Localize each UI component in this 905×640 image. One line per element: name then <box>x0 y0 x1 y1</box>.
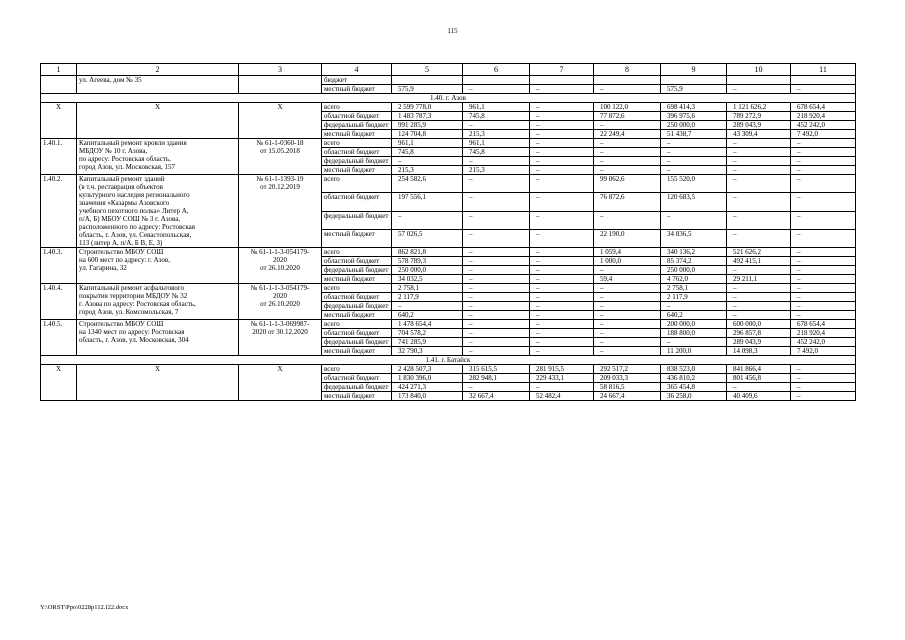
col-header: 7 <box>530 64 594 76</box>
value-cell: – <box>791 266 856 275</box>
budget-type-cell: областной бюджет <box>322 293 392 302</box>
value-cell: – <box>791 365 856 374</box>
item-number-cell: 1.40.4. <box>41 284 77 320</box>
value-cell: 801 456,8 <box>727 374 791 383</box>
value-cell: – <box>530 175 594 193</box>
value-cell: – <box>463 121 530 130</box>
value-cell <box>463 76 530 85</box>
value-cell: 51 438,7 <box>661 130 727 139</box>
value-cell: – <box>727 311 791 320</box>
value-cell: 215,3 <box>392 166 463 175</box>
value-cell: – <box>463 284 530 293</box>
value-cell: – <box>661 157 727 166</box>
value-cell: 7 492,0 <box>791 347 856 356</box>
object-name-cell: Строительство МБОУ СОШ на 1340 мест по адресу: Ростовская область, г. Азов, ул. Московская, 304 <box>77 320 239 356</box>
value-cell: 197 556,1 <box>392 193 463 211</box>
budget-type-cell: федеральный бюджет <box>322 157 392 166</box>
value-cell: 34 032,5 <box>392 275 463 284</box>
budget-type-cell: местный бюджет <box>322 130 392 139</box>
value-cell: 4 762,0 <box>661 275 727 284</box>
object-name-cell: Строительство МБОУ СОШ на 600 мест по адресу: г. Азов, ул. Гагарина, 32 <box>77 248 239 284</box>
value-cell: – <box>530 103 594 112</box>
value-cell: – <box>392 302 463 311</box>
value-cell <box>791 76 856 85</box>
budget-type-cell: областной бюджет <box>322 329 392 338</box>
empty-cell <box>239 76 322 94</box>
table-row <box>41 76 856 85</box>
table-row <box>41 175 856 193</box>
budget-type-cell: местный бюджет <box>322 392 392 401</box>
value-cell: 215,3 <box>463 166 530 175</box>
object-name-cell: ул. Агеева, дом № 35 <box>77 76 239 94</box>
value-cell: 315 615,5 <box>463 365 530 374</box>
table-row <box>41 365 856 374</box>
value-cell: – <box>463 248 530 257</box>
value-cell: 1 000,0 <box>594 257 661 266</box>
value-cell: 452 242,0 <box>791 121 856 130</box>
value-cell: – <box>661 148 727 157</box>
table-row <box>41 284 856 293</box>
value-cell: – <box>463 383 530 392</box>
table-row <box>41 248 856 257</box>
value-cell: 1 059,4 <box>594 248 661 257</box>
value-cell: – <box>594 157 661 166</box>
empty-cell <box>41 76 77 94</box>
object-name-cell: Капитальный ремонт кровли здания МБДОУ № 10 г. Азова, по адресу: Ростовская область, город Азов, ул. Московская, 157 <box>77 139 239 175</box>
value-cell: 29 211,1 <box>727 275 791 284</box>
value-cell: 521 626,2 <box>727 248 791 257</box>
value-cell: 22 190,0 <box>594 229 661 247</box>
value-cell: – <box>530 347 594 356</box>
value-cell: 250 000,0 <box>661 266 727 275</box>
value-cell: – <box>530 311 594 320</box>
value-cell: 254 582,6 <box>392 175 463 193</box>
document-cell: X <box>239 365 322 401</box>
value-cell: – <box>392 211 463 229</box>
value-cell: – <box>530 112 594 121</box>
value-cell: – <box>661 338 727 347</box>
value-cell: – <box>530 121 594 130</box>
value-cell: 292 517,2 <box>594 365 661 374</box>
value-cell <box>727 76 791 85</box>
value-cell: 32 790,3 <box>392 347 463 356</box>
value-cell: 575,9 <box>661 85 727 94</box>
value-cell: – <box>530 166 594 175</box>
value-cell: – <box>791 257 856 266</box>
value-cell: – <box>727 302 791 311</box>
value-cell: – <box>530 275 594 284</box>
value-cell: – <box>791 175 856 193</box>
budget-type-cell: областной бюджет <box>322 112 392 121</box>
value-cell: – <box>791 229 856 247</box>
value-cell: – <box>594 329 661 338</box>
value-cell: 492 415,1 <box>727 257 791 266</box>
value-cell: – <box>661 139 727 148</box>
section-title: 1.40. г. Азов <box>41 94 856 103</box>
table-row <box>41 103 856 112</box>
value-cell: 11 200,0 <box>661 347 727 356</box>
value-cell: – <box>727 284 791 293</box>
value-cell: – <box>463 293 530 302</box>
value-cell: 32 667,4 <box>463 392 530 401</box>
value-cell: 155 520,0 <box>661 175 727 193</box>
value-cell: – <box>594 121 661 130</box>
value-cell: – <box>594 139 661 148</box>
budget-type-cell: всего <box>322 175 392 193</box>
item-number-cell: 1.40.2. <box>41 175 77 248</box>
value-cell: – <box>791 211 856 229</box>
value-cell: 678 654,4 <box>791 103 856 112</box>
value-cell: – <box>727 166 791 175</box>
value-cell: 173 840,0 <box>392 392 463 401</box>
value-cell: 1 483 787,3 <box>392 112 463 121</box>
value-cell: – <box>463 266 530 275</box>
value-cell: 289 043,9 <box>727 338 791 347</box>
col-header: 11 <box>791 64 856 76</box>
col-header: 4 <box>322 64 392 76</box>
value-cell: 40 409,6 <box>727 392 791 401</box>
value-cell: 59,4 <box>594 275 661 284</box>
value-cell: – <box>530 257 594 266</box>
document-cell: № 61-1-1-3-069987- 2020 от 30.12.2020 <box>239 320 322 356</box>
value-cell: 340 136,2 <box>661 248 727 257</box>
value-cell: 2 428 507,3 <box>392 365 463 374</box>
value-cell: – <box>530 302 594 311</box>
col-header: 2 <box>77 64 239 76</box>
value-cell: – <box>727 211 791 229</box>
col-header: 6 <box>463 64 530 76</box>
value-cell: – <box>594 293 661 302</box>
value-cell: 200 000,0 <box>661 320 727 329</box>
value-cell: – <box>463 193 530 211</box>
value-cell: 77 872,6 <box>594 112 661 121</box>
budget-type-cell: всего <box>322 248 392 257</box>
item-number-cell: 1.40.1. <box>41 139 77 175</box>
value-cell: – <box>463 275 530 284</box>
budget-type-cell: областной бюджет <box>322 193 392 211</box>
value-cell: – <box>463 311 530 320</box>
value-cell: – <box>463 320 530 329</box>
value-cell: – <box>594 211 661 229</box>
value-cell: 678 654,4 <box>791 320 856 329</box>
value-cell: 218 920,4 <box>791 329 856 338</box>
value-cell: 1 121 626,2 <box>727 103 791 112</box>
budget-type-cell: местный бюджет <box>322 347 392 356</box>
value-cell <box>594 76 661 85</box>
value-cell: 76 872,6 <box>594 193 661 211</box>
table-row <box>41 320 856 329</box>
value-cell: – <box>530 85 594 94</box>
value-cell: – <box>791 85 856 94</box>
value-cell: – <box>530 229 594 247</box>
budget-type-cell: федеральный бюджет <box>322 211 392 229</box>
value-cell: – <box>530 338 594 347</box>
value-cell: – <box>727 139 791 148</box>
value-cell: 99 062,6 <box>594 175 661 193</box>
value-cell: – <box>791 383 856 392</box>
item-number-cell: 1.40.3. <box>41 248 77 284</box>
value-cell: – <box>727 148 791 157</box>
value-cell: 296 857,8 <box>727 329 791 338</box>
budget-type-cell: местный бюджет <box>322 311 392 320</box>
value-cell: – <box>530 284 594 293</box>
value-cell: 452 242,0 <box>791 338 856 347</box>
budget-type-cell: федеральный бюджет <box>322 121 392 130</box>
value-cell: 640,2 <box>392 311 463 320</box>
section-row <box>41 356 856 365</box>
value-cell: – <box>594 311 661 320</box>
value-cell: – <box>594 166 661 175</box>
value-cell: 704 578,2 <box>392 329 463 338</box>
value-cell: – <box>727 293 791 302</box>
section-row <box>41 94 856 103</box>
value-cell: – <box>791 311 856 320</box>
budget-type-cell: местный бюджет <box>322 229 392 247</box>
value-cell: – <box>594 347 661 356</box>
value-cell: 365 454,8 <box>661 383 727 392</box>
value-cell: – <box>791 248 856 257</box>
value-cell: 229 433,1 <box>530 374 594 383</box>
document-cell: № 61-1-1393-19 от 20.12.2019 <box>239 175 322 248</box>
value-cell <box>530 76 594 85</box>
budget-table <box>40 63 856 401</box>
value-cell: – <box>463 338 530 347</box>
value-cell: 58 816,5 <box>594 383 661 392</box>
value-cell: – <box>463 329 530 338</box>
value-cell <box>392 76 463 85</box>
value-cell: 436 810,2 <box>661 374 727 383</box>
value-cell: – <box>661 211 727 229</box>
value-cell: – <box>530 139 594 148</box>
value-cell: – <box>791 148 856 157</box>
value-cell: – <box>791 374 856 383</box>
budget-type-cell: местный бюджет <box>322 275 392 284</box>
value-cell: – <box>727 157 791 166</box>
budget-type-cell: федеральный бюджет <box>322 302 392 311</box>
value-cell: 745,8 <box>463 148 530 157</box>
value-cell: – <box>530 157 594 166</box>
col-header: 3 <box>239 64 322 76</box>
budget-type-cell: областной бюджет <box>322 257 392 266</box>
value-cell: – <box>530 329 594 338</box>
value-cell: 600 000,0 <box>727 320 791 329</box>
value-cell: 1 478 654,4 <box>392 320 463 329</box>
value-cell: 575,9 <box>392 85 463 94</box>
page-number: 115 <box>447 27 458 35</box>
value-cell: 34 836,5 <box>661 229 727 247</box>
value-cell: – <box>392 157 463 166</box>
value-cell: 741 285,9 <box>392 338 463 347</box>
item-number-cell: 1.40.5. <box>41 320 77 356</box>
column-number-row <box>41 64 856 76</box>
value-cell: – <box>791 284 856 293</box>
value-cell: 120 683,5 <box>661 193 727 211</box>
value-cell: – <box>594 85 661 94</box>
value-cell: – <box>530 148 594 157</box>
object-name-cell: X <box>77 103 239 139</box>
col-header: 1 <box>41 64 77 76</box>
value-cell: – <box>463 157 530 166</box>
value-cell: – <box>727 266 791 275</box>
value-cell: 838 523,0 <box>661 365 727 374</box>
value-cell: – <box>791 139 856 148</box>
value-cell: 209 033,3 <box>594 374 661 383</box>
value-cell: – <box>463 229 530 247</box>
value-cell: 961,1 <box>463 103 530 112</box>
value-cell: – <box>791 275 856 284</box>
value-cell: – <box>791 193 856 211</box>
value-cell: 991 285,9 <box>392 121 463 130</box>
value-cell: – <box>661 166 727 175</box>
value-cell: – <box>661 302 727 311</box>
value-cell: 841 866,4 <box>727 365 791 374</box>
value-cell: 14 098,3 <box>727 347 791 356</box>
value-cell: – <box>594 320 661 329</box>
value-cell: – <box>594 338 661 347</box>
value-cell: – <box>530 248 594 257</box>
value-cell: – <box>530 193 594 211</box>
col-header: 5 <box>392 64 463 76</box>
budget-type-cell: областной бюджет <box>322 148 392 157</box>
value-cell: 2 117,9 <box>661 293 727 302</box>
value-cell: 188 800,0 <box>661 329 727 338</box>
value-cell: 282 948,1 <box>463 374 530 383</box>
value-cell: 218 920,4 <box>791 112 856 121</box>
object-name-cell: X <box>77 365 239 401</box>
budget-type-cell: всего <box>322 284 392 293</box>
value-cell: 789 272,9 <box>727 112 791 121</box>
value-cell: 396 975,6 <box>661 112 727 121</box>
value-cell: 2 117,9 <box>392 293 463 302</box>
value-cell: – <box>727 85 791 94</box>
object-name-cell: Капитальный ремонт зданий (в т.ч. реставрация объектов культурного наследия регионального значения «Казармы Азовского учебного пехотного полка» Литер А, п/А, Б) МБОУ СОШ № 3 г. Азова, расположенного по адресу: Ростовская область, г. Азов, ул. Севастопольская, 113 (литер А, п/А, Б В, Е, З) <box>77 175 239 248</box>
value-cell: 745,8 <box>392 148 463 157</box>
value-cell: 250 000,0 <box>661 121 727 130</box>
value-cell: 22 249,4 <box>594 130 661 139</box>
document-cell: № 61-1-1-3-054179- 2020 от 26.10.2020 <box>239 248 322 284</box>
value-cell: 862 821,8 <box>392 248 463 257</box>
value-cell: – <box>791 392 856 401</box>
budget-type-cell: федеральный бюджет <box>322 266 392 275</box>
value-cell: – <box>530 293 594 302</box>
value-cell: 57 026,5 <box>392 229 463 247</box>
item-number-cell: X <box>41 103 77 139</box>
budget-type-cell: всего <box>322 365 392 374</box>
value-cell: – <box>791 166 856 175</box>
budget-type-cell: федеральный бюджет <box>322 383 392 392</box>
budget-type-cell: бюджет <box>322 76 392 85</box>
col-header: 8 <box>594 64 661 76</box>
value-cell: – <box>530 130 594 139</box>
value-cell: – <box>791 302 856 311</box>
value-cell: 2 758,1 <box>661 284 727 293</box>
value-cell: – <box>530 211 594 229</box>
value-cell: 698 414,3 <box>661 103 727 112</box>
value-cell: 215,3 <box>463 130 530 139</box>
value-cell: 281 915,5 <box>530 365 594 374</box>
value-cell: – <box>727 229 791 247</box>
value-cell: – <box>463 211 530 229</box>
document-cell: № 61-1-1-3-054179- 2020 от 26.10.2020 <box>239 284 322 320</box>
value-cell: 124 704,8 <box>392 130 463 139</box>
budget-type-cell: всего <box>322 139 392 148</box>
value-cell: 250 000,0 <box>392 266 463 275</box>
value-cell: – <box>530 266 594 275</box>
value-cell: 24 667,4 <box>594 392 661 401</box>
value-cell: – <box>594 284 661 293</box>
value-cell: – <box>463 302 530 311</box>
value-cell: – <box>463 85 530 94</box>
value-cell: 640,2 <box>661 311 727 320</box>
value-cell: 100 122,0 <box>594 103 661 112</box>
value-cell: – <box>594 148 661 157</box>
value-cell: 85 374,2 <box>661 257 727 266</box>
table-row <box>41 139 856 148</box>
value-cell: 1 830 396,0 <box>392 374 463 383</box>
budget-type-cell: федеральный бюджет <box>322 338 392 347</box>
object-name-cell: Капитальный ремонт асфальтового покрытия территории МБДОУ № 32 г. Азова по адресу: Ростовская область, город Азов, ул. Комсомольская, 7 <box>77 284 239 320</box>
value-cell: – <box>594 302 661 311</box>
value-cell: 7 492,0 <box>791 130 856 139</box>
value-cell: – <box>727 383 791 392</box>
col-header: 10 <box>727 64 791 76</box>
value-cell: 2 599 778,0 <box>392 103 463 112</box>
col-header: 9 <box>661 64 727 76</box>
document-cell: № 61-1-0360-18 от 15.05.2018 <box>239 139 322 175</box>
budget-type-cell: местный бюджет <box>322 166 392 175</box>
value-cell: 36 258,0 <box>661 392 727 401</box>
value-cell: 961,1 <box>392 139 463 148</box>
value-cell: 578 789,3 <box>392 257 463 266</box>
value-cell <box>661 76 727 85</box>
footer-file-path: Y:\ORST\Ppo\0228p112.f22.docx <box>40 604 129 611</box>
budget-type-cell: всего <box>322 320 392 329</box>
section-title: 1.41. г. Батайск <box>41 356 856 365</box>
value-cell: – <box>791 157 856 166</box>
budget-type-cell: местный бюджет <box>322 85 392 94</box>
value-cell: – <box>530 320 594 329</box>
value-cell: 961,1 <box>463 139 530 148</box>
value-cell: – <box>463 257 530 266</box>
value-cell: 43 309,4 <box>727 130 791 139</box>
table-body <box>41 76 856 401</box>
value-cell: – <box>727 193 791 211</box>
value-cell: – <box>727 175 791 193</box>
budget-type-cell: всего <box>322 103 392 112</box>
value-cell: – <box>463 347 530 356</box>
value-cell: – <box>791 293 856 302</box>
value-cell: 745,8 <box>463 112 530 121</box>
value-cell: 2 758,1 <box>392 284 463 293</box>
item-number-cell: X <box>41 365 77 401</box>
value-cell: 289 043,9 <box>727 121 791 130</box>
value-cell: – <box>463 175 530 193</box>
budget-type-cell: областной бюджет <box>322 374 392 383</box>
value-cell: 424 271,3 <box>392 383 463 392</box>
value-cell: 52 482,4 <box>530 392 594 401</box>
value-cell: – <box>594 266 661 275</box>
document-cell: X <box>239 103 322 139</box>
value-cell: – <box>530 383 594 392</box>
